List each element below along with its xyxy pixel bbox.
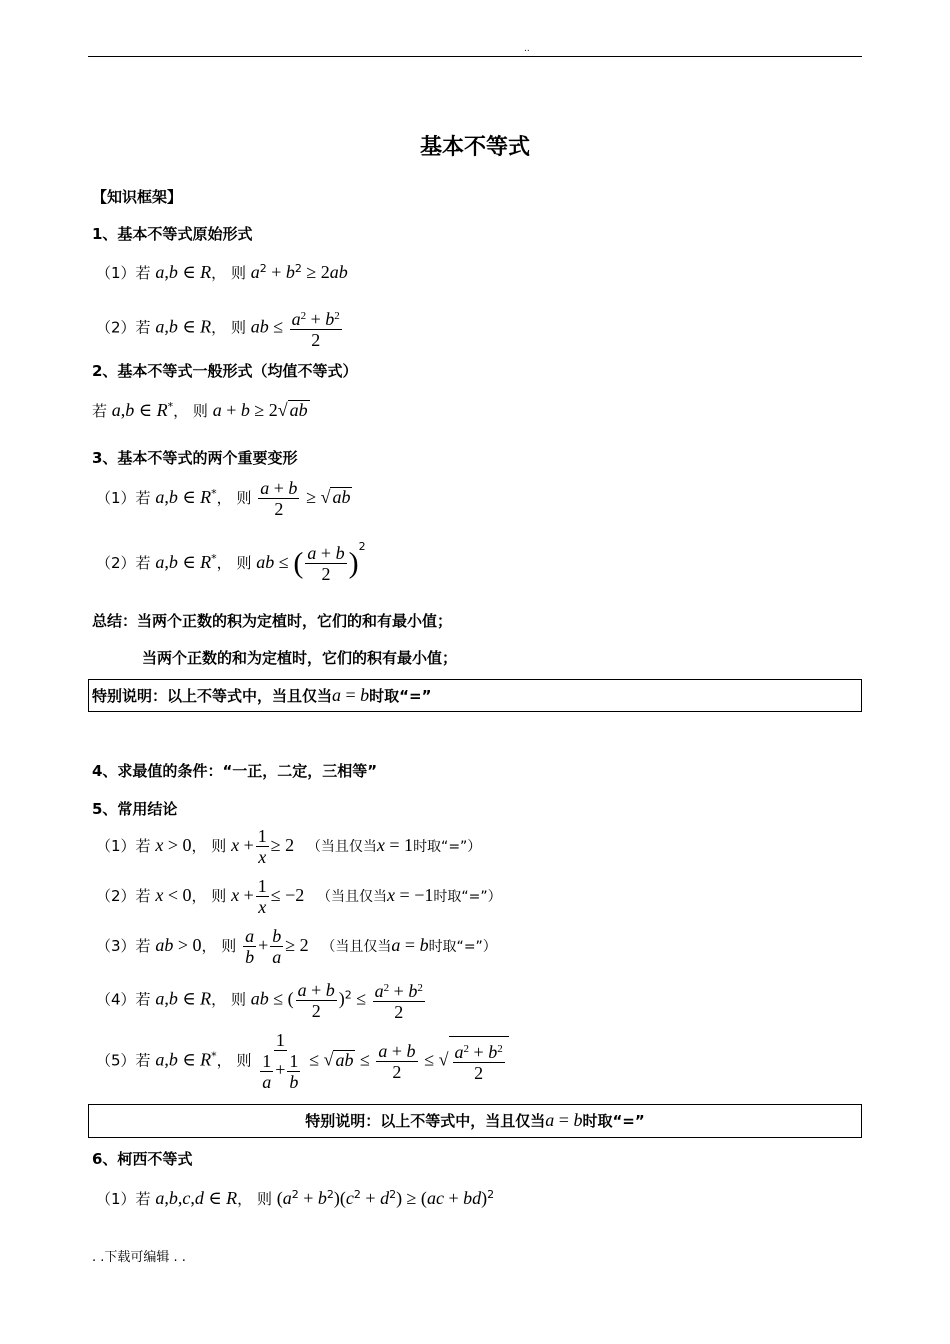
item-label: （1）若 (96, 489, 151, 507)
item-label: （2）若 (96, 887, 151, 905)
equal-cond: （当且仅当 (321, 939, 392, 955)
ze-label: 则 (230, 264, 246, 282)
note-box-2 (88, 1104, 862, 1138)
ze-label: 则 (211, 837, 227, 855)
note-text-1: 特别说明：以上不等式中，当且仅当a = b时取“=” (92, 685, 432, 705)
equal-tail: 时取“=”） (428, 939, 497, 955)
equal-tail: 时取“=”） (433, 889, 502, 905)
comma: ， (211, 264, 227, 282)
section-5-heading: 5、常用结论 (92, 800, 178, 818)
section-1-heading: 1、基本不等式原始形式 (92, 225, 253, 243)
ruo-label: 若 (92, 402, 108, 420)
ze-label: 则 (256, 1190, 272, 1208)
item-label: （1）若 (96, 264, 151, 282)
page-title: 基本不等式 (419, 135, 530, 160)
ze-label: 则 (236, 489, 252, 507)
item-label: （2）若 (96, 554, 151, 572)
formula-6-1: （1）若 a,b,c,d ∈ R， 则 $(a^2 + b^2)(c^2 + d^2) \ge (ac + bd)^2$ (96, 1188, 495, 1208)
formula-5-3: （3）若 ab > 0， 则 $\frac{a}{b}$ + $\frac{b}{a}$ ≥ 2 （当且仅当a = b时取“=”） (96, 926, 497, 967)
note-tail: 时取“=” (369, 687, 432, 705)
footer-text: . .下载可编辑 . . (92, 1250, 186, 1265)
formula-5-4: （4）若 a,b ∈ R， 则 ab ≤ ( $\frac{a + b}{2}$ )$^2$ ≤ $\frac{a^2 + b^2}{2}$ (96, 979, 423, 1022)
ze-label: 则 (236, 554, 252, 572)
comma: ， (201, 937, 217, 955)
item-label: （1）若 (96, 837, 151, 855)
section-2-heading: 2、基本不等式一般形式（均值不等式） (92, 362, 358, 380)
equal-cond: （当且仅当 (317, 889, 388, 905)
ze-label: 则 (211, 887, 227, 905)
section-4-heading: 4、求最值的条件：“一正，二定，三相等” (92, 762, 378, 780)
item-label: （4）若 (96, 990, 151, 1009)
formula-5-2: （2）若 x < 0， 则 x + $\frac{1}{x}$ ≤ −2 （当且仅当x = −1时取“=”） (96, 876, 502, 917)
formula-2: 若 a,b ∈ R*， 则 a + b ≥ 2√ ab (92, 400, 308, 420)
note-label: 特别说明：以上不等式中，当且仅当 (92, 687, 333, 705)
ze-label: 则 (230, 990, 246, 1009)
formula-5-1: （1）若 x > 0， 则 x + $\frac{1}{x}$ ≥ 2 （当且仅当x = 1时取“=”） (96, 826, 482, 867)
comma: ， (237, 1190, 253, 1208)
section-6-heading: 6、柯西不等式 (92, 1150, 193, 1168)
header-rule (88, 56, 862, 57)
note-tail: 时取“=” (582, 1112, 645, 1130)
formula-3-1: （1）若 a,b ∈ R*， 则 $\frac{a + b}{2}$ ≥ √ ab (96, 478, 351, 519)
item-label: （2）若 (96, 318, 151, 337)
header-dots: .. (524, 44, 530, 54)
comma: ， (211, 990, 227, 1009)
ze-label: 则 (192, 402, 208, 420)
formula-3-2: （2）若 a,b ∈ R*， 则 ab ≤ ( $\frac{a + b}{2}$ )$^2$ (96, 540, 366, 584)
equal-tail: 时取“=”） (413, 839, 482, 855)
section-framework: 【知识框架】 (92, 188, 183, 206)
comma: ， (211, 318, 227, 337)
equal-cond: （当且仅当 (306, 839, 377, 855)
ze-label: 则 (236, 1051, 252, 1070)
comma: ， (191, 837, 207, 855)
ze-label: 则 (230, 318, 246, 337)
summary-line-2: 当两个正数的和为定植时，它们的积有最小值； (142, 649, 458, 667)
comma: ， (173, 402, 189, 420)
formula-1-1: （1）若 a,b ∈ R， 则 $a^2 + b^2 \ge 2ab$ (96, 262, 348, 282)
comma: ， (216, 489, 232, 507)
formula-5-5: （5）若 a,b ∈ R*， 则 1 $\frac{1}{a}$ + $\frac{1}{b}$ ≤ √ ab ≤ $\frac{a + b}{2}$ ≤ √ $\frac{a^2 + b^2}{2}$ (96, 1030, 509, 1092)
comma: ， (216, 554, 232, 572)
formula-1-2: （2）若 a,b ∈ R， 则 ab ≤ $\frac{a^2 + b^2}{2}$ (96, 306, 344, 350)
summary-line-1: 总结：当两个正数的积为定植时，它们的和有最小值； (92, 612, 453, 630)
section-3-heading: 3、基本不等式的两个重要变形 (92, 449, 298, 467)
note-text-2: 特别说明：以上不等式中，当且仅当a = b时取“=” (305, 1110, 645, 1130)
ze-label: 则 (221, 937, 237, 955)
item-label: （3）若 (96, 937, 151, 955)
item-label: （1）若 (96, 1190, 151, 1208)
comma: ， (191, 887, 207, 905)
comma: ， (216, 1051, 232, 1070)
item-label: （5）若 (96, 1051, 151, 1070)
note-box-1 (88, 679, 862, 712)
note-label: 特别说明：以上不等式中，当且仅当 (305, 1112, 546, 1130)
